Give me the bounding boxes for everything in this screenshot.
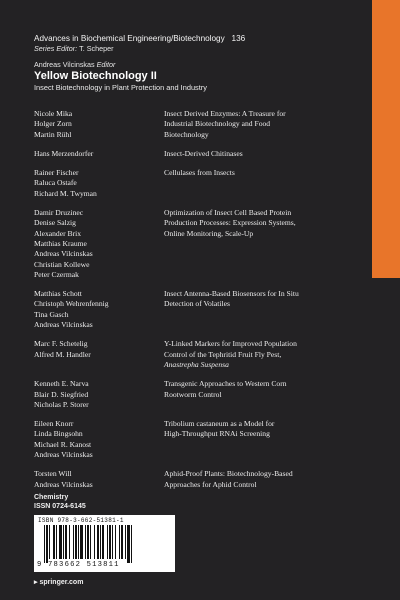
contents-entry [34,419,374,460]
barcode-bar [94,525,95,559]
book-title: Yellow Biotechnology II [34,70,157,82]
barcode-bar [127,525,130,563]
entry-title [164,208,369,280]
entry-authors [34,208,164,280]
contents-entry [34,149,374,159]
entry-title [164,168,369,199]
author: Tina Gasch [34,309,69,319]
author: Alfred M. Handler [34,349,91,359]
barcode-box [34,515,175,572]
entry-authors [34,419,164,460]
title-line: Online Monitoring, Scale-Up [164,228,254,238]
title-line: Cellulases from Insects [164,168,235,178]
barcode-bar [46,525,48,563]
author: Richard M. Twyman [34,188,97,198]
barcode-bar [53,525,55,559]
contents-list [34,109,374,499]
barcode-bar [115,525,116,559]
book-editor-label: Editor [96,60,116,69]
author: Holger Zorn [34,119,72,129]
barcode-bar [49,525,50,559]
contents-entry [34,379,374,410]
barcode-bar [87,525,89,559]
title-line: Biotechnology [164,129,209,139]
title-line: Optimization of Insect Cell Based Protein [164,208,292,218]
book-subtitle: Insect Biotechnology in Plant Protection and Industry [34,83,207,92]
author: Matthias Schott [34,289,82,299]
cover-footer [34,493,86,511]
title-line: High-Throughput RNAi Screening [164,429,270,439]
author: Hans Merzendorfer [34,148,94,158]
contents-entry [34,109,374,140]
entry-title [164,109,369,140]
title-line: Transgenic Approaches to Western Corn [164,379,287,389]
entry-authors [34,379,164,410]
author: Nicholas P. Storer [34,399,89,409]
subject-label: Chemistry [34,494,69,501]
series-editor-line [34,44,364,54]
barcode-bar [125,525,126,559]
author: Andreas Vilcinskas [34,249,93,259]
barcode-bar [65,525,67,559]
barcode-bar [121,525,123,559]
arrow-icon: ▸ [34,579,38,586]
title-line: Industrial Biotechnology and Food [164,119,271,129]
cover-header [34,33,364,93]
title-line: Tribolium castaneum as a Model for [164,419,275,429]
issn-label: ISSN 0724-6145 [34,503,86,510]
author: Andreas Vilcinskas [34,450,93,460]
author: Kenneth E. Narva [34,379,89,389]
author: Denise Salzig [34,218,76,228]
author: Eileen Knorr [34,419,74,429]
author: Martin Rühl [34,129,72,139]
entry-title [164,149,369,159]
title-line: Y-Linked Markers for Improved Population [164,339,297,349]
author: Michael R. Kanost [34,439,92,449]
entry-authors [34,289,164,330]
entry-title [164,419,369,460]
series-editor-label: Series Editor: [34,44,78,53]
series-number: 136 [231,34,246,43]
barcode-icon [44,525,166,563]
publisher-website [34,578,83,586]
barcode-bar [119,525,120,559]
author: Blair D. Siegfried [34,389,89,399]
author: Matthias Kraume [34,238,87,248]
entry-title [164,339,369,370]
author: Nicole Mika [34,109,73,118]
author: Torsten Will [34,469,72,479]
title-line: Insect Derived Enzymes: A Treasure for [164,109,286,118]
title-line: Rootworm Control [164,389,222,399]
accent-strip [372,0,400,278]
website-text: springer.com [39,579,84,586]
author: Linda Bingsohn [34,429,83,439]
author: Peter Czermak [34,269,79,279]
author: Alexander Brix [34,228,82,238]
contents-entry [34,289,374,330]
entry-authors [34,149,164,159]
title-line: Insect Antenna-Based Biosensors for In Situ [164,289,299,299]
author: Andreas Vilcinskas [34,320,93,330]
author: Christoph Wehrenfennig [34,299,109,309]
author: Damir Druzinec [34,208,84,218]
barcode-bar [131,525,132,563]
contents-entry [34,469,374,490]
entry-title [164,379,369,410]
barcode-bar [63,525,64,559]
title-line: Insect-Derived Chitinases [164,148,243,158]
barcode-bar [69,525,70,559]
isbn-small-text: ISBN 978-3-662-51381-1 [38,517,124,524]
author: Raluca Ostafe [34,178,77,188]
ean-digits: 9 783662 513811 [37,561,120,569]
title-line: Anastrepha Suspensa [164,359,229,369]
entry-title [164,289,369,330]
entry-authors [34,109,164,140]
contents-entry [34,208,374,280]
barcode-bar [109,525,111,559]
barcode-bar [85,525,86,559]
barcode-bar [100,525,101,559]
author: Marc F. Schetelig [34,339,88,349]
author: Christian Kollewe [34,259,90,269]
series-title: Advances in Biochemical Engineering/Biotechnology [34,34,225,43]
title-line: Control of the Tephritid Fruit Fly Pest, [164,349,282,359]
title-line: Production Processes: Expression Systems, [164,218,296,228]
barcode-bar [97,525,99,559]
entry-authors [34,339,164,370]
contents-entry [34,339,374,370]
book-editor-line [34,60,364,70]
barcode-bar [78,525,79,559]
entry-title [164,469,369,490]
title-line: Approaches for Aphid Control [164,479,257,489]
barcode-bar [90,525,91,559]
entry-authors [34,168,164,199]
barcode-bar [44,525,45,563]
barcode-bar [75,525,77,559]
barcode-bar [102,525,104,559]
series-line [34,33,364,44]
author: Rainer Fischer [34,168,79,178]
barcode-bar [80,525,83,559]
barcode-bar [73,525,74,559]
contents-entry [34,168,374,199]
entry-authors [34,469,164,490]
series-editor-name: T. Scheper [79,44,114,53]
barcode-bar [107,525,108,559]
barcode-bar [112,525,113,559]
author: Andreas Vilcinskas [34,479,93,489]
book-editor-name: Andreas Vilcinskas [34,60,95,69]
barcode-bar [56,525,57,559]
barcode-bar [59,525,62,559]
title-line: Detection of Volatiles [164,299,230,309]
title-line: Aphid-Proof Plants: Biotechnology-Based [164,469,293,479]
